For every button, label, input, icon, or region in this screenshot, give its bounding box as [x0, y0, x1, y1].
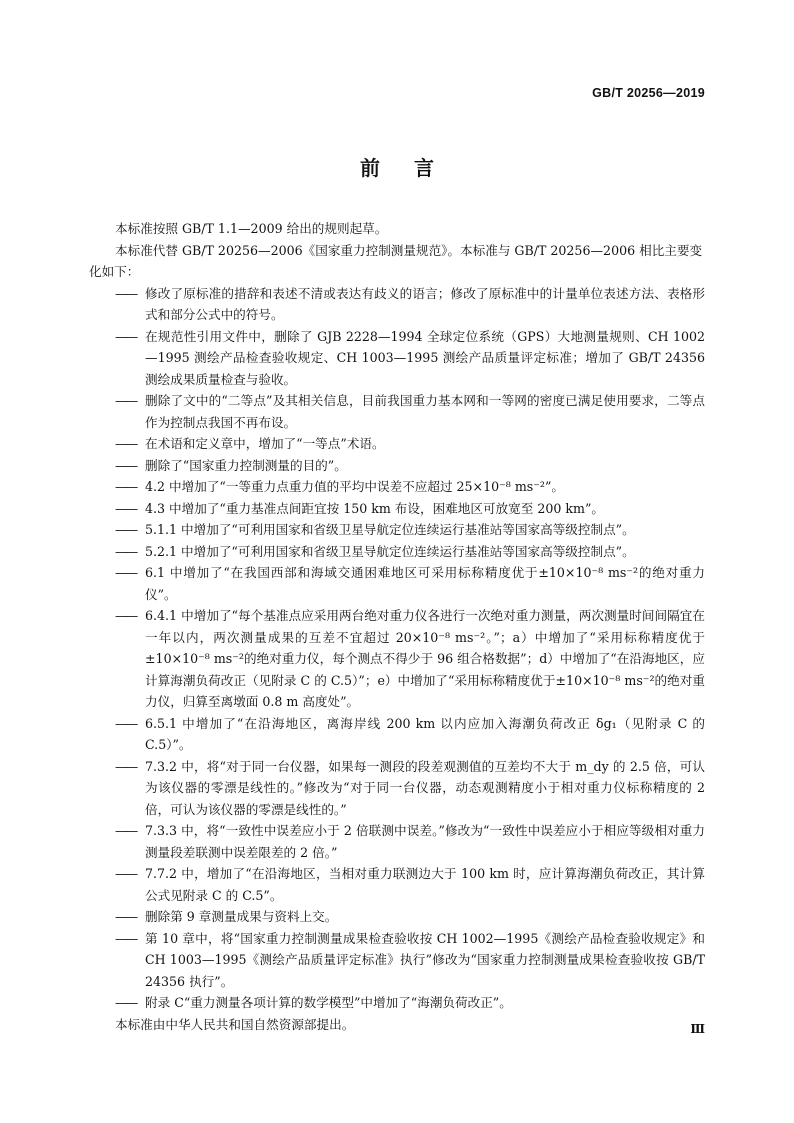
- change-item: —— 5.2.1 中增加了“可利用国家和省级卫星导航定位连续运行基准站等国家高等级控制点”。: [89, 541, 705, 563]
- change-item: —— 第 10 章中，将“国家重力控制测量成果检查验收按 CH 1002—1995《测绘产品检查验收规定》和 CH 1003—1995《测绘产品质量评定标准》执行”修改为“国家重力控制测量成果检查验收按 GB/T 24356 执行”。: [89, 928, 705, 993]
- document-body: [89, 218, 705, 1035]
- dash-bullet: ——: [115, 393, 137, 408]
- dash-bullet: ——: [115, 608, 137, 623]
- dash-bullet: ——: [115, 522, 137, 537]
- dash-bullet: ——: [115, 328, 137, 344]
- change-item: —— 7.3.3 中，将“一致性中误差应小于 2 倍联测中误差。”修改为“一致性中误差应小于相应等级相对重力测量段差联测中误差限差的 2 倍。”: [89, 820, 705, 863]
- change-item: —— 4.2 中增加了“一等重力点重力值的平均中误差不应超过 25×10⁻⁸ ms⁻²”。: [89, 476, 705, 498]
- dash-bullet: ——: [115, 715, 137, 731]
- dash-bullet: ——: [115, 543, 137, 559]
- intro-paragraph: 本标准按照 GB/T 1.1—2009 给出的规则起草。: [115, 221, 388, 236]
- standard-code: GB/T 20256—2019: [592, 86, 705, 100]
- dash-bullet: ——: [115, 909, 137, 924]
- dash-bullet: ——: [115, 823, 137, 838]
- page-title: 前言: [360, 156, 468, 180]
- dash-bullet: ——: [115, 457, 137, 473]
- dash-bullet: ——: [115, 866, 137, 881]
- change-item: —— 4.3 中增加了“重力基准点间距宜按 150 km 布设，困难地区可放宽至 200 km”。: [89, 498, 705, 520]
- change-item: —— 附录 C“重力测量各项计算的数学模型”中增加了“海潮负荷改正”。: [89, 992, 705, 1014]
- change-item: —— 6.1 中增加了“在我国西部和海域交通困难地区可采用标称精度优于±10×10⁻⁸ ms⁻²的绝对重力仪”。: [89, 562, 705, 605]
- page-number: Ⅲ: [690, 1022, 705, 1036]
- dash-bullet: ——: [115, 758, 137, 774]
- change-item: —— 5.1.1 中增加了“可利用国家和省级卫星导航定位连续运行基准站等国家高等级控制点”。: [89, 519, 705, 541]
- change-item: —— 在术语和定义章中，增加了“一等点”术语。: [89, 433, 705, 455]
- change-item: —— 在规范性引用文件中，删除了 GJB 2228—1994 全球定位系统（GPS）大地测量规则、CH 1002—1995 测绘产品检查验收规定、CH 1003—1995 测绘产品质量评定标准；增加了 GB/T 24356 测绘成果质量检查与验收。: [89, 326, 705, 391]
- dash-bullet: ——: [115, 930, 137, 946]
- change-item: —— 修改了原标准的措辞和表述不清或表达有歧义的语言；修改了原标准中的计量单位表述方法、表格形式和部分公式中的符号。: [89, 283, 705, 326]
- dash-bullet: ——: [115, 479, 137, 494]
- dash-bullet: ——: [115, 285, 137, 301]
- change-item: —— 删除了“国家重力控制测量的目的”。: [89, 455, 705, 477]
- intro-paragraph: 本标准代替 GB/T 20256—2006《国家重力控制测量规范》。本标准与 GB/T 20256—2006 相比主要变化如下：: [89, 242, 703, 279]
- dash-bullet: ——: [115, 565, 137, 580]
- change-item: —— 6.5.1 中增加了“在沿海地区，离海岸线 200 km 以内应加入海潮负荷改正 δg₁（见附录 C 的 C.5）”。: [89, 713, 705, 756]
- change-item: —— 删除了文中的“二等点”及其相关信息，目前我国重力基本网和一等网的密度已满足使用要求，二等点作为控制点我国不再布设。: [89, 390, 705, 433]
- dash-bullet: ——: [115, 995, 137, 1010]
- change-item: —— 删除第 9 章测量成果与资料上交。: [89, 906, 705, 928]
- change-item: —— 6.4.1 中增加了“每个基准点应采用两台绝对重力仪各进行一次绝对重力测量，两次测量时间间隔宜在一年以内，两次测量成果的互差不宜超过 20×10⁻⁸ ms⁻²。”；a）中增加了“采用标称精度优于±10×10⁻⁸ ms⁻²的绝对重力仪，每个测点不得少于 96 组合格数据”；d）中增加了“在沿海地区，应计算海潮负荷改正（见附录 C 的 C.5）”；e）中增加了“采用标称精度优于±10×10⁻⁸ ms⁻²的绝对重力仪，归算至离墩面 0.8 m 高度处”。: [89, 605, 705, 713]
- change-item: —— 7.3.2 中，将“对于同一台仪器，如果每一测段的段差观测值的互差均不大于 m_dy 的 2.5 倍，可认为该仪器的零漂是线性的。”修改为“对于同一台仪器，动态观测精度小于相对重力仪标称精度的 2 倍，可认为该仪器的零漂是线性的。”: [89, 756, 705, 821]
- change-item: —— 7.7.2 中，增加了“在沿海地区，当相对重力联测边大于 100 km 时，应计算海潮负荷改正，其计算公式见附录 C 的 C.5”。: [89, 863, 705, 906]
- dash-bullet: ——: [115, 436, 137, 451]
- dash-bullet: ——: [115, 500, 137, 516]
- closing-paragraph: 本标准由中华人民共和国自然资源部提出。: [115, 1016, 355, 1032]
